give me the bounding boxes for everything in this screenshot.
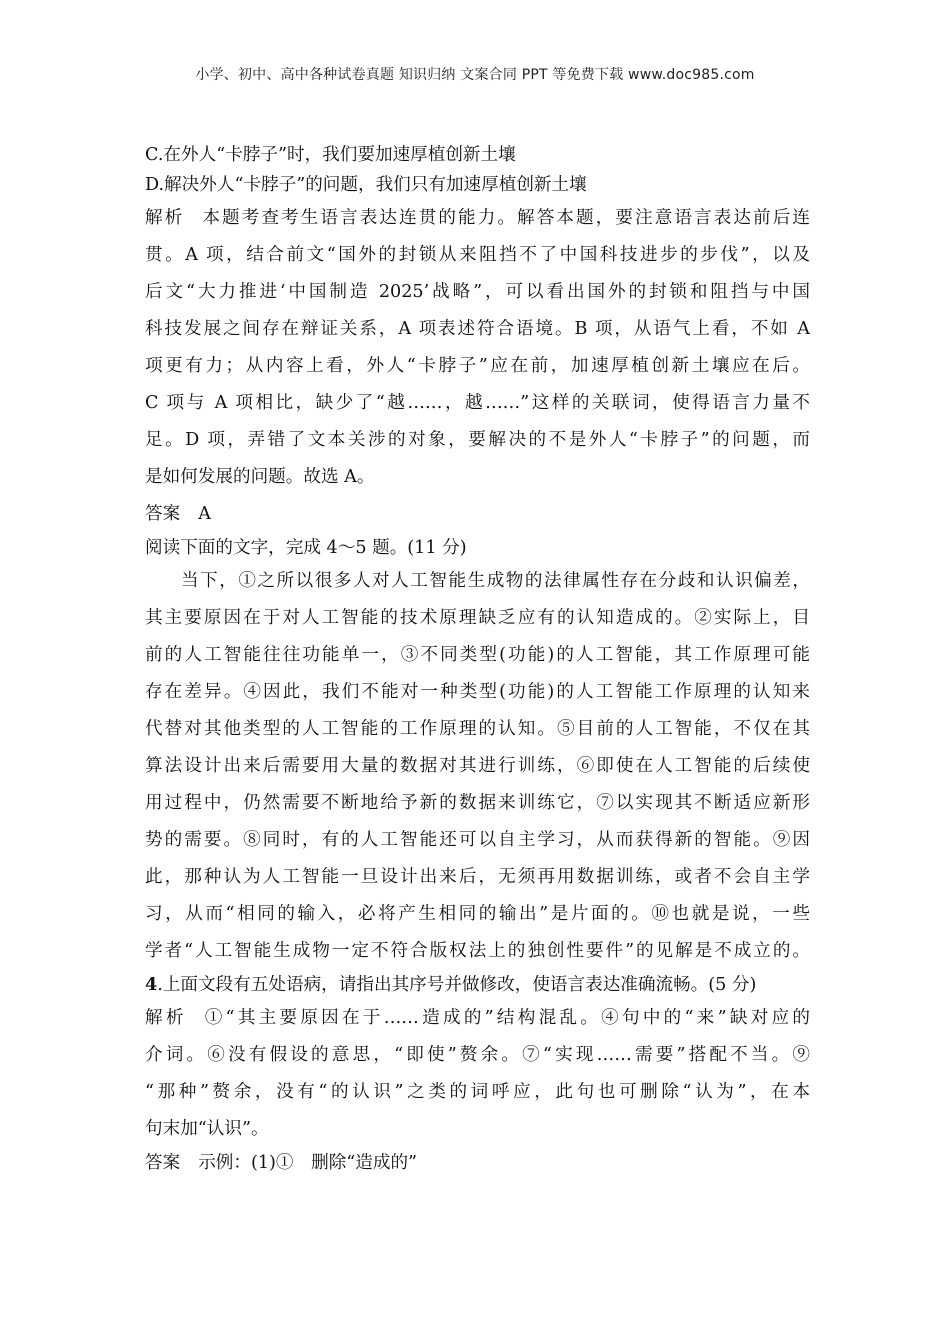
analysis1-line-7: 是如何发展的问题。故选 A。 [145, 467, 375, 487]
analysis2-line-2: “那种”赘余，没有“的认识”之类的词呼应，此句也可删除“认为”，在本 [145, 1082, 810, 1102]
analysis2-line-0: 解析 ①“其主要原因在于……造成的”结构混乱。④句中的“来”缺对应的 [145, 1008, 810, 1028]
answer2-value: 示例：(1)① 删除“造成的” [198, 1153, 418, 1173]
reading-intro: 阅读下面的文字，完成 4～5 题。(11 分) [145, 538, 467, 558]
document-body [145, 140, 810, 1178]
answer1 [145, 496, 810, 533]
passage-line-10: 学者“人工智能生成物一定不符合版权法上的独创性要件”的见解是不成立的。 [145, 941, 810, 961]
passage-line-0: 当下，①之所以很多人对人工智能生成物的法律属性存在分歧和认识偏差， [181, 571, 810, 591]
analysis1-line-0: 解析 本题考查考生语言表达连贯的能力。解答本题，要注意语言表达前后连 [145, 208, 810, 228]
passage-line-2: 前的人工智能往往功能单一，③不同类型(功能)的人工智能，其工作原理可能 [145, 645, 810, 665]
answer1-label: 答案 [145, 504, 181, 524]
passage-line-7: 势的需要。⑧同时，有的人工智能还可以自主学习，从而获得新的智能。⑨因 [145, 830, 810, 850]
analysis1-line-5: C 项与 A 项相比，缺少了“越……，越……”这样的关联词，使得语言力量不 [145, 393, 810, 413]
analysis1-label: 解析 [145, 208, 185, 228]
question-4 [145, 970, 810, 1000]
passage-line-5: 算法设计出来后需要用大量的数据对其进行训练，⑥即使在人工智能的后续使 [145, 756, 810, 776]
passage-line-9: 习，从而“相同的输入，必将产生相同的输出”是片面的。⑩也就是说，一些 [145, 904, 810, 924]
passage-line-3: 存在差异。④因此，我们不能对一种类型(功能)的人工智能工作原理的认知来 [145, 682, 810, 702]
answer1-value: A [198, 504, 211, 524]
passage-line-4: 代替对其他类型的人工智能的工作原理的认知。⑤目前的人工智能，不仅在其 [145, 719, 810, 739]
answer2 [145, 1148, 810, 1178]
analysis1-line-1: 贯。A 项，结合前文“国外的封锁从来阻挡不了中国科技进步的步伐”，以及 [145, 245, 810, 265]
answer2-label: 答案 [145, 1153, 181, 1173]
analysis2-line-3: 句末加“认识”。 [145, 1119, 269, 1139]
passage-line-6: 用过程中，仍然需要不断地给予新的数据来训练它，⑦以实现其不断适应新形 [145, 793, 810, 813]
analysis1-line-3: 科技发展之间存在辩证关系，A 项表述符合语境。B 项，从语气上看，不如 A [145, 319, 810, 339]
option-c: C.在外人“卡脖子”时，我们要加速厚植创新土壤 [145, 145, 516, 165]
analysis1-line-4: 项更有力；从内容上看，外人“卡脖子”应在前，加速厚植创新土壤应在后。 [145, 356, 810, 376]
analysis2-label: 解析 [145, 1008, 187, 1028]
passage-line-8: 此，那种认为人工智能一旦设计出来后，无须再用数据训练，或者不会自主学 [145, 867, 810, 887]
page-header: 小学、初中、高中各种试卷真题 知识归纳 文案合同 PPT 等免费下载 www.doc985.com [195, 67, 755, 83]
analysis2-line-1: 介词。⑥没有假设的意思，“即使”赘余。⑦“实现……需要”搭配不当。⑨ [145, 1045, 810, 1065]
option-d: D.解决外人“卡脖子”的问题，我们只有加速厚植创新土壤 [145, 175, 587, 195]
analysis1-line-2: 后文“大力推进‘中国制造 2025’战略”，可以看出国外的封锁和阻挡与中国 [145, 282, 810, 302]
analysis1-line-6: 足。D 项，弄错了文本关涉的对象，要解决的不是外人“卡脖子”的问题，而 [145, 430, 810, 450]
question-4-number: 4 [145, 974, 158, 995]
question-4-text: .上面文段有五处语病，请指出其序号并做修改，使语言表达准确流畅。(5 分) [157, 975, 757, 995]
passage-line-1: 其主要原因在于对人工智能的技术原理缺乏应有的认知造成的。②实际上，目 [145, 608, 810, 628]
